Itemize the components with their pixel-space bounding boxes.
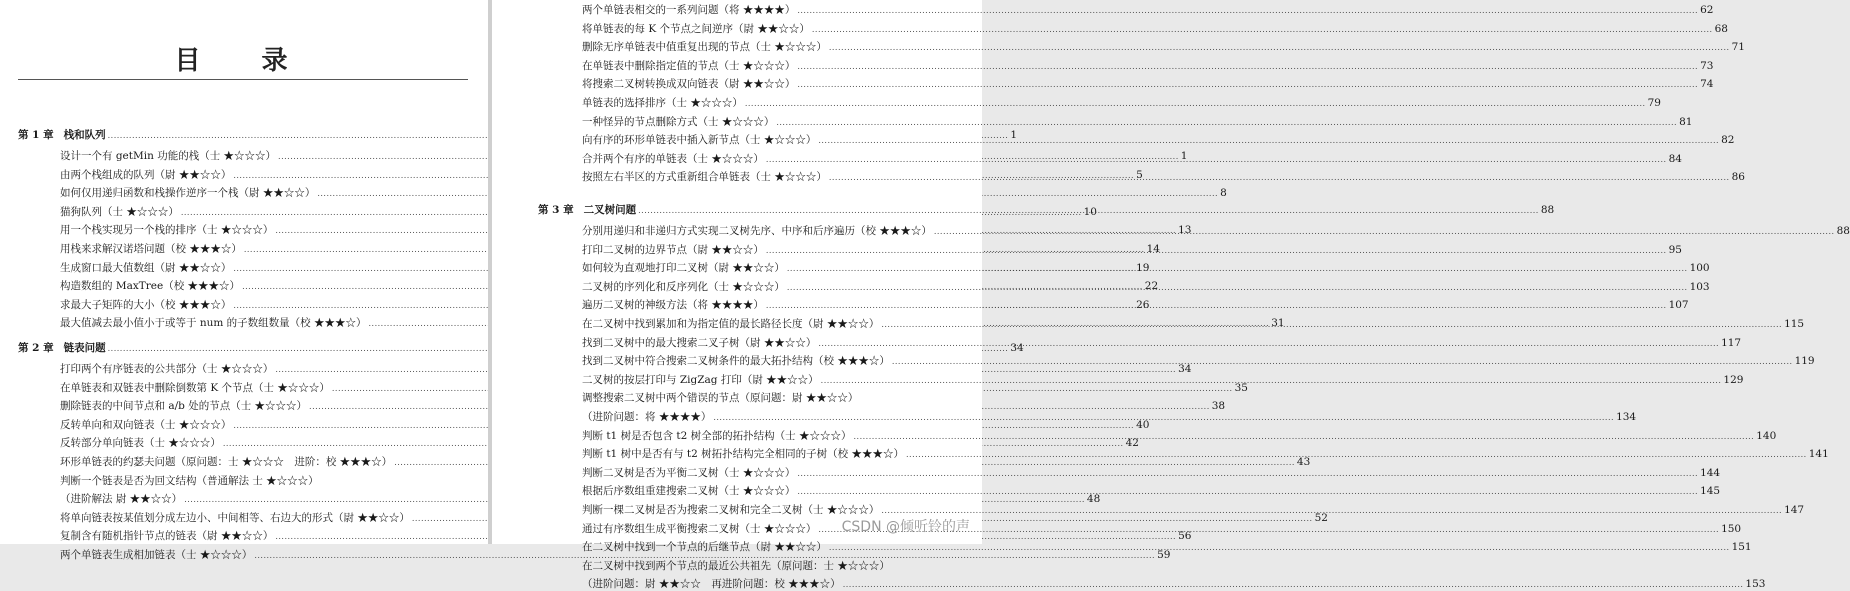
toc-entry[interactable] <box>582 77 1714 91</box>
page-number: 134 <box>1616 411 1637 423</box>
dot-leader <box>766 300 1667 312</box>
toc-entry[interactable] <box>60 529 1192 543</box>
entry-title: 由两个栈组成的队列（尉 ★★☆☆） <box>60 168 232 181</box>
dot-leader <box>797 5 1698 17</box>
toc-entry[interactable] <box>582 22 1728 36</box>
entry-title: 打印两个有序链表的公共部分（士 ★☆☆☆） <box>60 363 274 375</box>
dot-leader <box>829 542 1730 554</box>
page-number: 22 <box>1144 280 1159 293</box>
dot-leader <box>745 98 1646 110</box>
dot-leader <box>934 226 1835 238</box>
dot-leader <box>787 263 1688 275</box>
toc-entry[interactable] <box>582 577 1766 591</box>
toc-entry[interactable] <box>582 133 1735 147</box>
page-number: 34 <box>1178 363 1192 375</box>
page-number: 5 <box>1136 168 1143 181</box>
dot-leader <box>818 135 1719 147</box>
page-number: 82 <box>1721 134 1735 147</box>
page-number: 26 <box>1136 298 1150 311</box>
page-number: 140 <box>1756 429 1777 442</box>
entry-title: 删除链表的中间节点和 a/b 处的节点（士 ★☆☆☆） <box>60 400 308 413</box>
entry-title: 通过有序数组生成平衡搜索二叉树（士 ★☆☆☆） <box>582 522 817 535</box>
page-number: 48 <box>1086 493 1101 506</box>
entry-title: 生成窗口最大值数组（尉 ★★☆☆） <box>60 261 232 274</box>
toc-entry[interactable] <box>582 466 1721 480</box>
toc-entry[interactable] <box>582 3 1714 17</box>
page-number: 144 <box>1700 466 1721 479</box>
dot-leader <box>797 486 1698 498</box>
toc-entry[interactable] <box>582 503 1805 517</box>
toc-entry[interactable] <box>582 559 974 573</box>
page-number: 84 <box>1668 152 1682 165</box>
dot-leader <box>766 154 1667 166</box>
dot-leader <box>787 282 1688 294</box>
dot-leader <box>766 245 1667 257</box>
entry-title: 向有序的环形单链表中插入新节点（士 ★☆☆☆） <box>582 134 817 147</box>
dot-leader <box>797 61 1698 73</box>
toc-entry[interactable] <box>582 40 1745 54</box>
dot-leader <box>892 356 1793 368</box>
entry-title: 一种怪异的节点删除方式（士 ★☆☆☆） <box>582 115 775 128</box>
page-number: 107 <box>1668 299 1689 312</box>
dot-leader <box>829 172 1730 184</box>
dot-leader <box>638 205 1539 217</box>
entry-title: 遍历二叉树的神级方法（将 ★★★★） <box>582 299 764 312</box>
page-number: 38 <box>1211 400 1226 413</box>
toc-entry[interactable] <box>60 492 1101 506</box>
page-number: 40 <box>1136 418 1150 431</box>
page-number: 129 <box>1723 373 1744 386</box>
entry-title: 复制含有随机指针节点的链表（尉 ★★☆☆） <box>60 530 274 543</box>
entry-title: 用一个栈实现另一个栈的排序（士 ★☆☆☆） <box>60 224 274 237</box>
entry-title: 判断二叉树是否为平衡二叉树（士 ★☆☆☆） <box>582 466 796 479</box>
entry-title: 合并两个有序的单链表（士 ★☆☆☆） <box>582 152 764 165</box>
entry-title: 二叉树的按层打印与 ZigZag 打印（尉 ★★☆☆） <box>582 373 819 386</box>
page-number: 145 <box>1700 485 1721 498</box>
dot-leader <box>881 505 1782 517</box>
entry-title: 求最大子矩阵的大小（校 ★★★☆） <box>60 298 232 311</box>
toc-entry[interactable] <box>582 429 1777 443</box>
toc-entry[interactable] <box>60 418 1150 432</box>
entry-title: 调整搜索二叉树中两个错误的节点（原问题：尉 ★★☆☆） <box>582 392 859 405</box>
title-divider <box>18 79 468 80</box>
dot-leader <box>906 449 1807 461</box>
dot-leader <box>843 579 1744 591</box>
page-number: 10 <box>1083 205 1097 218</box>
toc-entry[interactable] <box>582 152 1682 166</box>
toc-entry[interactable] <box>60 474 456 488</box>
toc-entry[interactable] <box>582 59 1714 73</box>
page-number: 86 <box>1731 171 1745 184</box>
entry-title: 将单向链表按某值划分成左边小、中间相等、右边大的形式（尉 ★★☆☆） <box>60 511 410 524</box>
page-number: 19 <box>1136 261 1150 274</box>
entry-title: 最大值减去最小值小于或等于 num 的子数组数量（校 ★★★☆） <box>60 317 367 330</box>
dot-leader <box>881 319 1782 331</box>
dot-leader <box>829 42 1730 54</box>
page-number: 52 <box>1314 511 1328 524</box>
entry-title: 用栈来求解汉诺塔问题（校 ★★★☆） <box>60 243 242 255</box>
entry-title: 反转部分单向链表（士 ★☆☆☆） <box>60 437 221 450</box>
dot-leader <box>797 79 1698 91</box>
toc-entry[interactable] <box>582 410 1637 424</box>
toc-entry[interactable] <box>582 115 1693 129</box>
page-number: 8 <box>1220 187 1227 200</box>
entry-title: 二叉树的序列化和反序列化（士 ★☆☆☆） <box>582 280 785 293</box>
entry-title: 两个单链表生成相加链表（士 ★☆☆☆） <box>60 549 253 561</box>
entry-title: 猫狗队列（士 ★☆☆☆） <box>60 205 179 218</box>
page-number: 31 <box>1271 317 1285 330</box>
toc-title: 目 录 <box>174 46 314 76</box>
page-number: 68 <box>1714 22 1728 35</box>
entry-title: 判断一棵二叉树是否为搜索二叉树和完全二叉树（士 ★☆☆☆） <box>582 504 880 516</box>
entry-title: 在二叉树中找到一个节点的后继节点（尉 ★★☆☆） <box>582 541 827 554</box>
page-number: 117 <box>1721 336 1742 349</box>
toc-entry[interactable] <box>582 170 1745 184</box>
page-number: 153 <box>1745 578 1766 591</box>
toc-entry[interactable] <box>60 511 1328 525</box>
dot-leader <box>713 412 1614 424</box>
page-number: 151 <box>1731 541 1752 554</box>
entry-title: 环形单链表的约瑟夫问题（原问题：士 ★☆☆☆ 进阶：校 ★★★☆） <box>60 456 393 468</box>
entry-title: 将搜索二叉树转换成双向链表（尉 ★★☆☆） <box>582 78 796 91</box>
entry-title: 在二叉树中找到累加和为指定值的最长路径长度（尉 ★★☆☆） <box>582 318 880 330</box>
page-number: 59 <box>1157 549 1171 561</box>
page-number: 43 <box>1296 456 1311 468</box>
entry-title: 判断 t1 树中是否有与 t2 树拓扑结构完全相同的子树（校 ★★★☆） <box>582 448 904 461</box>
chapter-number: 第 2 章 <box>18 342 54 354</box>
entry-title: 反转单向和双向链表（士 ★☆☆☆） <box>60 418 232 431</box>
chapter-number: 第 3 章 <box>538 204 574 216</box>
page-number: 13 <box>1178 224 1192 237</box>
page-number: 119 <box>1794 355 1815 368</box>
page-number: 95 <box>1668 243 1682 256</box>
toc-entry[interactable] <box>582 484 1721 498</box>
page-number: 150 <box>1721 522 1742 535</box>
toc-entry[interactable] <box>60 399 1226 413</box>
entry-title: 找到二叉树中的最大搜索二叉子树（尉 ★★☆☆） <box>582 336 817 349</box>
entry-title: （进阶问题：将 ★★★★） <box>582 411 712 423</box>
entry-title: 将单链表的每 K 个节点之间逆序（尉 ★★☆☆） <box>582 22 810 35</box>
entry-title: 如何较为直观地打印二叉树（尉 ★★☆☆） <box>582 262 785 275</box>
entry-title: 栈和队列 <box>63 129 106 141</box>
page-number: 103 <box>1689 280 1710 293</box>
toc-entry[interactable] <box>582 373 1744 387</box>
dot-leader <box>776 117 1677 129</box>
toc-entry[interactable] <box>60 436 1139 450</box>
entry-title: 按照左右半区的方式重新组合单链表（士 ★☆☆☆） <box>582 171 827 184</box>
entry-title: 链表问题 <box>63 342 106 354</box>
page-number: 1 <box>1180 150 1188 162</box>
toc-entry[interactable] <box>582 540 1752 554</box>
toc-entry[interactable] <box>582 391 974 405</box>
page-number: 88 <box>1836 225 1850 237</box>
entry-title: 判断一个链表是否为回文结构（普通解法 士 ★☆☆☆） <box>60 474 319 487</box>
entry-title: 在单链表中删除指定值的节点（士 ★☆☆☆） <box>582 59 796 72</box>
entry-title: 打印二叉树的边界节点（尉 ★★☆☆） <box>582 243 764 256</box>
entry-title: 如何仅用递归函数和栈操作逆序一个栈（尉 ★★☆☆） <box>60 187 316 200</box>
toc-entry[interactable] <box>60 186 1227 200</box>
page-number: 14 <box>1146 243 1160 255</box>
page-number: 1 <box>1010 129 1018 141</box>
page-number: 42 <box>1125 437 1139 450</box>
page-number: 79 <box>1647 97 1661 109</box>
page-number: 100 <box>1689 262 1710 275</box>
dot-leader <box>854 431 1755 443</box>
chapter-number: 第 1 章 <box>18 129 54 141</box>
entry-title: 设计一个有 getMin 功能的栈（士 ★☆☆☆） <box>60 150 277 162</box>
entry-title: 在二叉树中找到两个节点的最近公共祖先（原问题：士 ★☆☆☆） <box>582 559 890 572</box>
page-number: 71 <box>1731 41 1745 54</box>
page-number: 88 <box>1540 204 1555 216</box>
entry-title: 删除无序单链表中值重复出现的节点（士 ★☆☆☆） <box>582 41 827 54</box>
page-number: 141 <box>1808 448 1829 461</box>
entry-title: 判断 t1 树是否包含 t2 树全部的拓扑结构（士 ★☆☆☆） <box>582 429 852 442</box>
entry-title: （进阶问题：尉 ★★☆☆ 再进阶问题：校 ★★★☆） <box>582 578 841 591</box>
entry-title: 两个单链表相交的一系列问题（将 ★★★★） <box>582 4 796 16</box>
page-number: 147 <box>1784 504 1805 516</box>
dot-leader <box>812 24 1713 36</box>
page-number: 73 <box>1700 59 1714 72</box>
page-number: 115 <box>1784 318 1805 330</box>
page-number: 81 <box>1679 115 1693 128</box>
dot-leader <box>818 338 1719 350</box>
page-number: 34 <box>1010 342 1024 354</box>
entry-title: 根据后序数组重建搜索二叉树（士 ★☆☆☆） <box>582 485 796 498</box>
entry-title: 单链表的选择排序（士 ★☆☆☆） <box>582 97 743 109</box>
page-number: 35 <box>1234 381 1248 394</box>
toc-entry[interactable] <box>582 96 1661 110</box>
entry-title: 构造数组的 MaxTree（校 ★★★☆） <box>60 280 241 293</box>
toc-entry[interactable] <box>582 447 1829 461</box>
page-number: 74 <box>1700 78 1714 91</box>
page-number: 56 <box>1178 530 1192 543</box>
entry-title: 在单链表和双链表中删除倒数第 K 个节点（士 ★☆☆☆） <box>60 381 330 394</box>
dot-leader <box>821 375 1722 387</box>
toc-entry[interactable] <box>60 381 1248 395</box>
toc-entry[interactable] <box>60 548 1171 562</box>
toc-entry[interactable] <box>60 455 1311 469</box>
toc-entry[interactable] <box>582 354 1815 368</box>
entry-title: 分别用递归和非递归方式实现二叉树先序、中序和后序遍历（校 ★★★☆） <box>582 225 932 237</box>
toc-entry[interactable] <box>60 362 1192 376</box>
entry-title: 找到二叉树中符合搜索二叉树条件的最大拓扑结构（校 ★★★☆） <box>582 355 890 368</box>
entry-title: （进阶解法 尉 ★★☆☆） <box>60 493 183 506</box>
dot-leader <box>797 468 1698 480</box>
page-number: 62 <box>1700 4 1714 16</box>
watermark: CSDN @倾听铃的声 <box>841 519 970 535</box>
entry-title: 二叉树问题 <box>583 204 637 216</box>
